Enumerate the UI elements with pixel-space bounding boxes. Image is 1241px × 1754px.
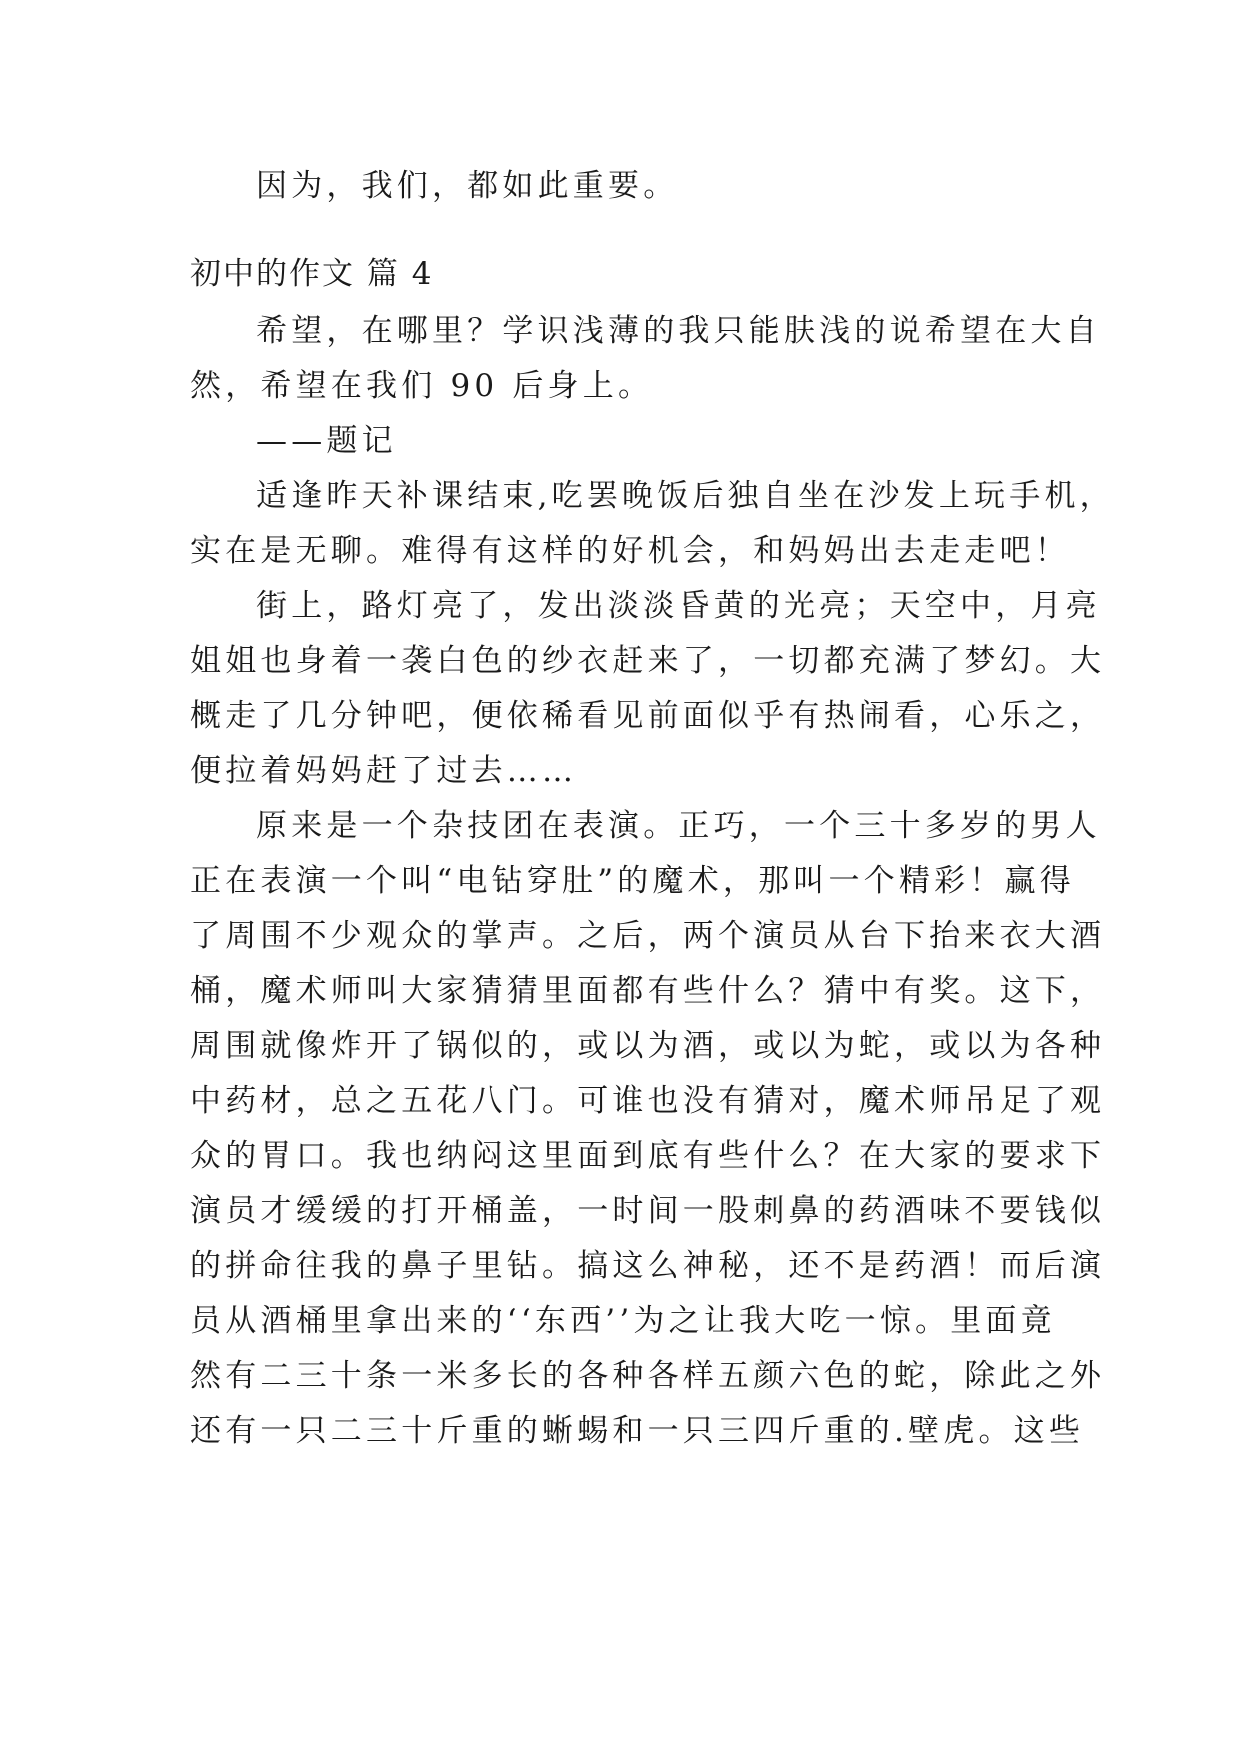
paragraph-line: 便拉着妈妈赶了过去…… bbox=[190, 753, 578, 789]
paragraph-line: 演员才缓缓的打开桶盖，一时间一股刺鼻的药酒味不要钱似 bbox=[190, 1193, 1106, 1229]
paragraph-line: 实在是无聊。难得有这样的好机会，和妈妈出去走走吧！ bbox=[190, 533, 1070, 569]
paragraph-line: 了周围不少观众的掌声。之后，两个演员从台下抬来衣大酒 bbox=[190, 918, 1106, 954]
paragraph-line: 姐姐也身着一袭白色的纱衣赶来了，一切都充满了梦幻。大 bbox=[190, 643, 1106, 679]
paragraph-line: 正在表演一个叫“电钻穿肚”的魔术，那叫一个精彩！赢得 bbox=[190, 863, 1075, 899]
paragraph-line: 然有二三十条一米多长的各种各样五颜六色的蛇，除此之外 bbox=[190, 1358, 1106, 1394]
paragraph-line: 周围就像炸开了锅似的，或以为酒，或以为蛇，或以为各种 bbox=[190, 1028, 1106, 1064]
paragraph-line: 然，希望在我们 90 后身上。 bbox=[190, 368, 654, 404]
paragraph-line: 员从酒桶里拿出来的‘‘东西’’为之让我大吃一惊。里面竟 bbox=[190, 1303, 1056, 1339]
paragraph-line: 原来是一个杂技团在表演。正巧，一个三十多岁的男人 bbox=[256, 808, 1101, 844]
essay-heading: 初中的作文 篇 4 bbox=[190, 256, 434, 292]
closing-line: 因为，我们，都如此重要。 bbox=[256, 168, 679, 204]
paragraph-line: 众的胃口。我也纳闷这里面到底有些什么？在大家的要求下 bbox=[190, 1138, 1106, 1174]
paragraph-line: 希望，在哪里？学识浅薄的我只能肤浅的说希望在大自 bbox=[256, 313, 1101, 349]
epigraph-attribution: ——题记 bbox=[256, 423, 397, 459]
paragraph-line: 概走了几分钟吧，便依稀看见前面似乎有热闹看，心乐之， bbox=[190, 698, 1106, 734]
paragraph-line: 还有一只二三十斤重的蜥蜴和一只三四斤重的.壁虎。这些 bbox=[190, 1413, 1085, 1449]
paragraph-line: 适逢昨天补课结束,吃罢晚饭后独自坐在沙发上玩手机， bbox=[256, 478, 1115, 514]
paragraph-line: 中药材，总之五花八门。可谁也没有猜对，魔术师吊足了观 bbox=[190, 1083, 1106, 1119]
paragraph-line: 街上，路灯亮了，发出淡淡昏黄的光亮；天空中，月亮 bbox=[256, 588, 1101, 624]
paragraph-line: 的拼命往我的鼻子里钻。搞这么神秘，还不是药酒！而后演 bbox=[190, 1248, 1106, 1284]
paragraph-line: 桶，魔术师叫大家猜猜里面都有些什么？猜中有奖。这下， bbox=[190, 973, 1106, 1009]
